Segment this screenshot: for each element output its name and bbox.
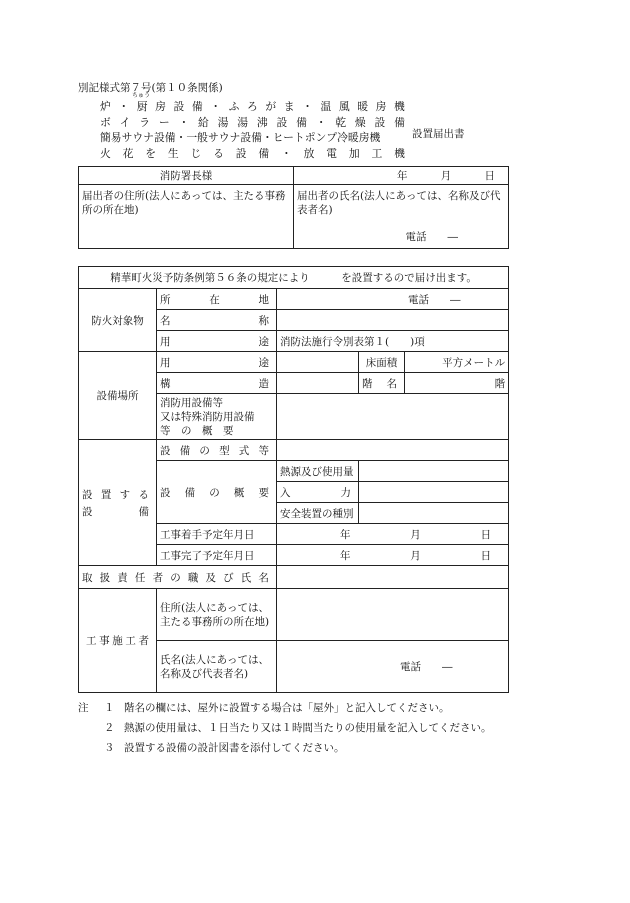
equipment-type-char: 房 — [155, 100, 166, 113]
use-label — [157, 331, 277, 352]
label-char: 氏 — [240, 571, 252, 584]
equipment-type-char: 温 — [320, 100, 332, 113]
equipment-type-char: 機 — [394, 146, 405, 160]
label-char: 等 — [258, 444, 269, 457]
label-char: の — [209, 486, 220, 499]
equipment-type-char: じ — [190, 146, 202, 160]
label-char: 途 — [258, 335, 269, 348]
equipment-type-char: 燥 — [354, 115, 366, 129]
equipment-type-char: を — [145, 146, 157, 160]
label-char: 置 — [100, 488, 112, 501]
contractor-address-field[interactable] — [277, 589, 509, 641]
name-field[interactable] — [277, 310, 509, 331]
label-char: 型 — [219, 444, 230, 457]
fire-equipment-label-line: 又は特殊消防用設備 — [160, 410, 255, 423]
equipment-type-char: 加 — [348, 146, 360, 160]
equipment-type-char: 設 — [235, 146, 247, 160]
label-char: 階 — [362, 377, 373, 390]
label-char: 扱 — [99, 571, 111, 584]
label-char: 造 — [258, 377, 269, 390]
equipment-type-char: 風 — [338, 100, 350, 113]
label-char: 工 — [86, 635, 97, 647]
equipment-type-line — [100, 115, 405, 131]
end-date-field[interactable]: 年 月 日 — [277, 545, 509, 566]
label-char: る — [138, 488, 149, 501]
label-char: す — [119, 488, 131, 501]
statement: 精華町火災予防条例第５６条の規定により を設置するので届け出ます。 — [79, 267, 509, 289]
label-char: 入 — [280, 486, 291, 499]
equipment-type-char: る — [213, 146, 224, 160]
equipment-type-char: イ — [119, 115, 131, 129]
heat-source-label: 熱源及び使用量 — [277, 461, 359, 482]
equipment-type-char: ・ — [178, 115, 190, 129]
equipment-type-char: 簡易サウナ設備・一般サウナ設備・ヒートポンプ冷暖房機 — [100, 131, 381, 144]
equipment-type-line — [100, 130, 405, 146]
place-use-label — [157, 352, 277, 373]
label-char: の — [199, 444, 210, 457]
date-field[interactable]: 年 月 日 — [294, 167, 509, 185]
fire-target-label: 防火対象物 — [79, 289, 157, 352]
installation-table — [78, 266, 509, 693]
floor-area-field[interactable]: 平方メートル — [405, 352, 509, 373]
safety-label: 安全装置の種別 — [277, 503, 359, 524]
equipment-type-char: 湯 — [217, 115, 229, 129]
model-label — [157, 440, 277, 461]
place-use-field[interactable] — [277, 352, 359, 373]
notifier-table — [78, 166, 509, 249]
install-place-label: 設備場所 — [79, 352, 157, 440]
label-char: 名 — [386, 377, 397, 390]
equipment-type-char: 備 — [191, 100, 203, 113]
label-char: 職 — [187, 571, 199, 584]
equipment-type-char: ・ — [281, 146, 292, 160]
start-date-label: 工事着手予定年月日 — [157, 524, 277, 545]
equipment-type-line — [100, 99, 405, 115]
equipment-type-char: 炉 — [100, 100, 111, 113]
location-label — [157, 289, 277, 310]
equipment-type-char: ま — [283, 100, 295, 113]
input-field[interactable] — [359, 482, 509, 503]
label-char: 式 — [238, 444, 250, 457]
contractor-label — [79, 589, 157, 693]
notifier-name-field[interactable]: 届出者の氏名(法人にあっては、名称及び代表者名) 電話 ― — [294, 185, 509, 249]
ruby-annotation: ちゅう — [132, 92, 151, 99]
end-date-label: 工事完了予定年月日 — [157, 545, 277, 566]
label-char: 用 — [160, 356, 171, 369]
note-item: 注 １ 階名の欄には、屋外に設置する場合は「屋外」と記入してください。 — [78, 702, 450, 714]
label-char: 設 — [82, 505, 93, 518]
addressee: 消防署長様 — [79, 167, 294, 185]
equipment-type-list — [100, 99, 405, 161]
equipment-type-char: ・ — [302, 100, 313, 113]
model-field[interactable] — [277, 440, 509, 461]
notes — [78, 698, 492, 758]
label-char: 概 — [233, 486, 245, 499]
label-char: 構 — [160, 377, 171, 390]
label-char: 備 — [179, 444, 191, 457]
label-char: の — [170, 571, 181, 584]
equipment-type-char: 給 — [198, 115, 209, 129]
floor-label — [359, 373, 405, 394]
equipment-type-char: 湯 — [237, 115, 249, 129]
equipment-type-char: ・ — [118, 100, 130, 113]
fire-equipment-field[interactable] — [277, 394, 509, 440]
equipment-type-char: 沸 — [256, 115, 268, 129]
equipment-type-line — [100, 146, 405, 162]
label-char: 設 — [160, 444, 171, 457]
equipment-type-char: ろ — [247, 100, 258, 113]
label-char: 地 — [258, 293, 269, 306]
label-char: 名 — [258, 571, 269, 584]
equipment-type-char: ・ — [315, 115, 327, 129]
label-char: 力 — [340, 486, 351, 499]
label-char: 施 — [112, 635, 123, 647]
structure-label — [157, 373, 277, 394]
label-char: 備 — [138, 505, 149, 518]
label-char: 要 — [258, 486, 269, 499]
equipment-type-char: が — [265, 100, 277, 113]
structure-field[interactable] — [277, 373, 359, 394]
label-char: 取 — [82, 571, 93, 584]
label-char: 設 — [160, 486, 171, 499]
equipment-type-char: 機 — [394, 100, 405, 113]
equipment-type-char: 設 — [173, 100, 185, 113]
equipment-type-char: ・ — [210, 100, 222, 113]
form-title: 設置届出書 — [412, 128, 465, 140]
label-char: 途 — [258, 356, 269, 369]
label-char: 用 — [160, 335, 171, 348]
equipment-type-char: 備 — [258, 146, 270, 160]
contractor-address-label: 住所(法人にあっては、主たる事務所の所在地) — [157, 589, 277, 641]
label-char: 称 — [258, 314, 269, 327]
label-char: 責 — [117, 571, 128, 584]
fire-equipment-label-line: 消防用設備等 — [160, 396, 223, 409]
label-char: 所 — [160, 293, 171, 306]
note-item: ３ 設置する設備の設計図書を添付してください。 — [104, 742, 345, 754]
equipment-type-char: 工 — [371, 146, 383, 160]
contractor-name-label: 氏名(法人にあっては、名称及び代表者名) — [157, 641, 277, 693]
label-char: 事 — [99, 635, 110, 647]
equipment-type-char: ー — [158, 115, 170, 129]
equipment-type-char: 備 — [296, 115, 307, 129]
equipment-type-char: 房 — [375, 100, 387, 113]
equipment-type-char: 花 — [122, 146, 134, 160]
safety-field[interactable] — [359, 503, 509, 524]
notifier-address-field[interactable]: 届出者の住所(法人にあっては、主たる事務所の所在地) — [79, 185, 294, 249]
equipment-type-char: ラ — [139, 115, 151, 129]
fire-equipment-label-line: 等 の 概 要 — [160, 424, 234, 437]
name-label — [157, 310, 277, 331]
equipment-type-char: 設 — [374, 115, 386, 129]
equipment-type-char: 放 — [303, 146, 315, 160]
label-char: 者 — [138, 635, 149, 647]
equipment-label — [79, 440, 157, 566]
equipment-type-char: ふ — [228, 100, 240, 113]
floor-area-label: 床面積 — [359, 352, 405, 373]
label-char: び — [223, 571, 234, 584]
equipment-type-char: 電 — [326, 146, 338, 160]
manager-field[interactable] — [277, 566, 509, 589]
use-field[interactable]: 消防法施行令別表第１( )項 — [277, 331, 509, 352]
label-char: 任 — [134, 571, 146, 584]
label-char: 設 — [82, 488, 93, 501]
label-char: 者 — [152, 571, 164, 584]
fire-equipment-label — [157, 394, 277, 440]
manager-label — [79, 566, 277, 589]
floor-field[interactable]: 階 — [405, 373, 509, 394]
location-field[interactable]: 電話 ― — [277, 289, 509, 310]
label-char: 名 — [160, 314, 171, 327]
equipment-type-char: 火 — [100, 146, 111, 160]
equipment-type-char: 備 — [394, 115, 405, 129]
label-char: 工 — [125, 635, 136, 647]
label-char: 在 — [209, 293, 220, 306]
label-char: 備 — [184, 486, 196, 499]
label-char: 及 — [205, 571, 216, 584]
equipment-type-char: ボ — [100, 115, 111, 129]
form-reference: 別記様式第７号(第１０条関係) — [78, 82, 223, 94]
equipment-type-char: 生 — [167, 146, 179, 160]
equipment-type-char: 厨 — [136, 100, 148, 113]
equipment-type-char: 設 — [276, 115, 288, 129]
overview-label — [157, 461, 277, 524]
equipment-type-char: 暖 — [357, 100, 369, 113]
start-date-field[interactable]: 年 月 日 — [277, 524, 509, 545]
heat-source-field[interactable] — [359, 461, 509, 482]
contractor-name-field[interactable]: 電話 ― — [277, 641, 509, 693]
input-label — [277, 482, 359, 503]
equipment-type-char: 乾 — [335, 115, 347, 129]
note-item: ２ 熱源の使用量は、１日当たり又は１時間当たりの使用量を記入してください。 — [104, 722, 492, 734]
